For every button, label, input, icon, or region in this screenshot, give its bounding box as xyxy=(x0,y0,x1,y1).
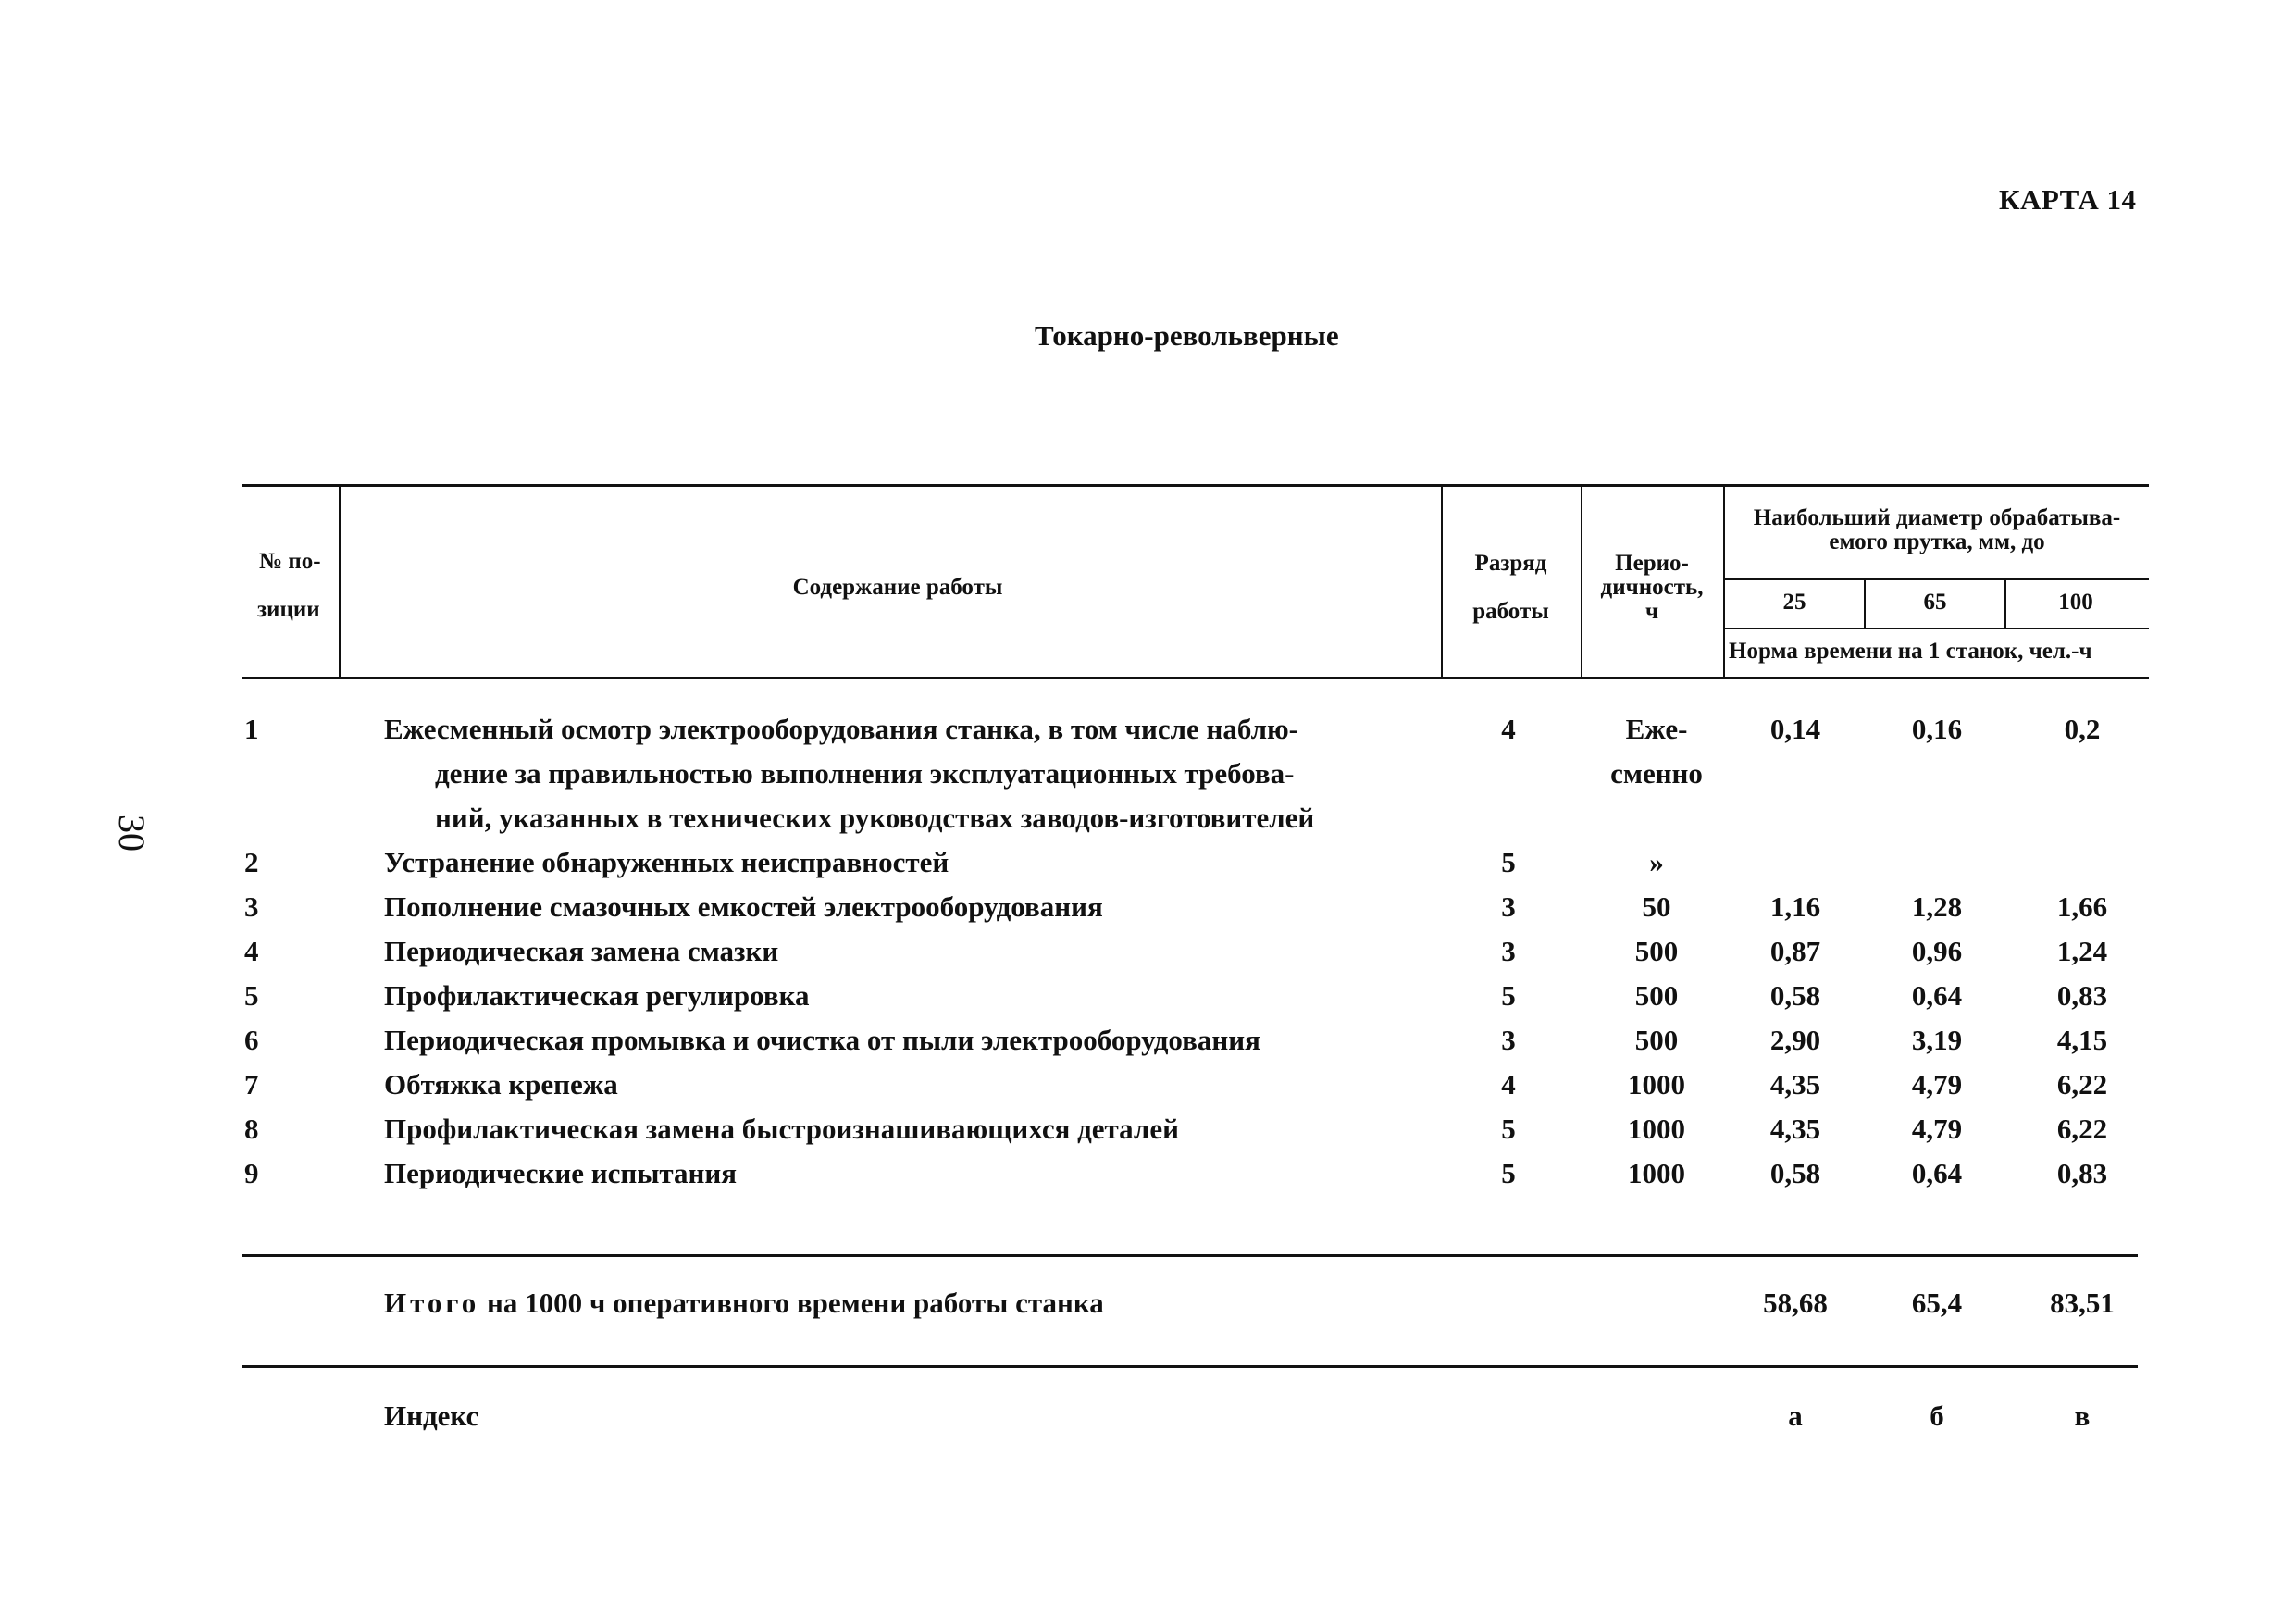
row-work: Периодические испытания xyxy=(384,1157,738,1189)
row-value-65: 1,28 xyxy=(1911,890,1963,923)
row-grade: 3 xyxy=(1501,1024,1516,1056)
row-grade: 4 xyxy=(1501,713,1516,745)
total-bottom-rule xyxy=(242,1365,2138,1368)
index-label: Индекс xyxy=(384,1399,479,1432)
row-period: 500 xyxy=(1634,979,1679,1012)
row-grade: 5 xyxy=(1501,1157,1516,1189)
row-number: 4 xyxy=(244,935,259,967)
row-value-100: 6,22 xyxy=(2056,1068,2108,1101)
row-number: 5 xyxy=(244,979,259,1012)
row-period: 1000 xyxy=(1628,1113,1685,1145)
header-content: Содержание работы xyxy=(792,575,1003,600)
row-period: » xyxy=(1649,846,1664,878)
total-value-65: 65,4 xyxy=(1911,1287,1963,1319)
header-period-line2: дичность, xyxy=(1600,575,1704,600)
row-value-65: 0,64 xyxy=(1911,979,1963,1012)
card-label: КАРТА 14 xyxy=(1999,183,2137,216)
header-grade-line2: работы xyxy=(1472,599,1549,624)
index-value-25: а xyxy=(1788,1399,1803,1432)
row-value-100: 0,83 xyxy=(2056,979,2108,1012)
row-value-25: 1,16 xyxy=(1769,890,1821,923)
table-row xyxy=(0,1157,2296,1201)
row-grade: 4 xyxy=(1501,1068,1516,1101)
header-diameter-line1: Наибольший диаметр обрабатыва- xyxy=(1753,505,2121,530)
row-grade: 5 xyxy=(1501,1113,1516,1145)
header-diam-65: 65 xyxy=(1923,590,1947,615)
row-value-25: 4,35 xyxy=(1769,1113,1821,1145)
header-diam-25: 25 xyxy=(1782,590,1806,615)
total-label-rest: на 1000 ч оперативного времени работы станка xyxy=(487,1287,1104,1319)
row-value-100: 0,2 xyxy=(2064,713,2101,745)
row-period: 500 xyxy=(1634,1024,1679,1056)
total-label-spaced: Итого xyxy=(384,1287,480,1319)
index-value-100: в xyxy=(2074,1399,2091,1432)
table-row xyxy=(0,713,2296,757)
row-value-25: 2,90 xyxy=(1769,1024,1821,1056)
row-period: 1000 xyxy=(1628,1068,1685,1101)
row-value-100: 1,66 xyxy=(2056,890,2108,923)
row-work: Пополнение смазочных емкостей электрооборудования xyxy=(384,890,1103,923)
row-work-continuation: ний, указанных в технических руководствах заводов-изготовителей xyxy=(435,802,1315,834)
row-value-100: 4,15 xyxy=(2056,1024,2108,1056)
table-row xyxy=(0,1024,2296,1068)
row-number: 3 xyxy=(244,890,259,923)
header-period-line3: ч xyxy=(1644,599,1659,624)
row-number: 2 xyxy=(244,846,259,878)
total-label xyxy=(384,1287,1104,1320)
header-grade-line1: Разряд xyxy=(1474,551,1547,576)
row-number: 1 xyxy=(244,713,259,745)
page-number: 30 xyxy=(111,815,153,852)
row-grade: 5 xyxy=(1501,846,1516,878)
header-divider-1 xyxy=(339,484,341,678)
header-diam-100: 100 xyxy=(2058,590,2093,615)
row-value-65: 4,79 xyxy=(1911,1113,1963,1145)
row-value-65: 0,64 xyxy=(1911,1157,1963,1189)
total-value-25: 58,68 xyxy=(1763,1287,1828,1319)
row-work: Ежесменный осмотр электрооборудования станка, в том числе наблю- xyxy=(384,713,1298,745)
row-number: 6 xyxy=(244,1024,259,1056)
header-position-line1: № по- xyxy=(259,549,321,574)
row-work: Профилактическая замена быстроизнашивающихся деталей xyxy=(384,1113,1179,1145)
row-value-25: 4,35 xyxy=(1769,1068,1821,1101)
header-divider-2 xyxy=(1441,484,1443,678)
row-value-65: 4,79 xyxy=(1911,1068,1963,1101)
table-row xyxy=(0,846,2296,890)
row-work-continuation: дение за правильностью выполнения эксплуатационных требова- xyxy=(435,757,1295,790)
row-value-65: 0,96 xyxy=(1911,935,1963,967)
row-value-25: 0,58 xyxy=(1769,979,1821,1012)
row-work: Периодическая промывка и очистка от пыли электрооборудования xyxy=(384,1024,1260,1056)
index-value-65: б xyxy=(1930,1399,1944,1432)
row-value-25: 0,58 xyxy=(1769,1157,1821,1189)
header-bottom-rule xyxy=(242,677,2149,679)
row-value-65: 0,16 xyxy=(1911,713,1963,745)
row-work: Периодическая замена смазки xyxy=(384,935,779,967)
row-value-100: 6,22 xyxy=(2056,1113,2108,1145)
row-period: Еже- xyxy=(1625,713,1688,745)
table-row xyxy=(0,1068,2296,1113)
row-grade: 5 xyxy=(1501,979,1516,1012)
row-grade: 3 xyxy=(1501,890,1516,923)
header-period-line1: Перио- xyxy=(1615,551,1689,576)
row-work: Устранение обнаруженных неисправностей xyxy=(384,846,949,878)
table-row xyxy=(0,935,2296,979)
table-row xyxy=(0,1113,2296,1157)
header-norm: Норма времени на 1 станок, чел.-ч xyxy=(1729,639,2092,664)
header-divider-3 xyxy=(1581,484,1582,678)
row-value-25: 0,14 xyxy=(1769,713,1821,745)
row-value-100: 0,83 xyxy=(2056,1157,2108,1189)
row-work: Обтяжка крепежа xyxy=(384,1068,618,1101)
row-number: 9 xyxy=(244,1157,259,1189)
row-work: Профилактическая регулировка xyxy=(384,979,810,1012)
row-grade: 3 xyxy=(1501,935,1516,967)
row-period: 1000 xyxy=(1628,1157,1685,1189)
table-row xyxy=(0,890,2296,935)
header-diameter-line2: емого прутка, мм, до xyxy=(1829,529,2045,554)
row-period: 500 xyxy=(1634,935,1679,967)
row-period: 50 xyxy=(1642,890,1671,923)
header-top-rule xyxy=(242,484,2149,487)
table-row xyxy=(0,979,2296,1024)
header-position-line2: зиции xyxy=(257,597,320,622)
row-value-100: 1,24 xyxy=(2056,935,2108,967)
row-value-25: 0,87 xyxy=(1769,935,1821,967)
header-sub-rule-2 xyxy=(1723,628,2149,629)
header-sub-rule-1 xyxy=(1723,578,2149,580)
row-number: 7 xyxy=(244,1068,259,1101)
total-top-rule xyxy=(242,1254,2138,1257)
row-number: 8 xyxy=(244,1113,259,1145)
row-period-continuation: сменно xyxy=(1610,757,1703,790)
total-value-100: 83,51 xyxy=(2050,1287,2115,1319)
row-value-65: 3,19 xyxy=(1911,1024,1963,1056)
page-title: Токарно-револьверные xyxy=(1035,319,1339,352)
